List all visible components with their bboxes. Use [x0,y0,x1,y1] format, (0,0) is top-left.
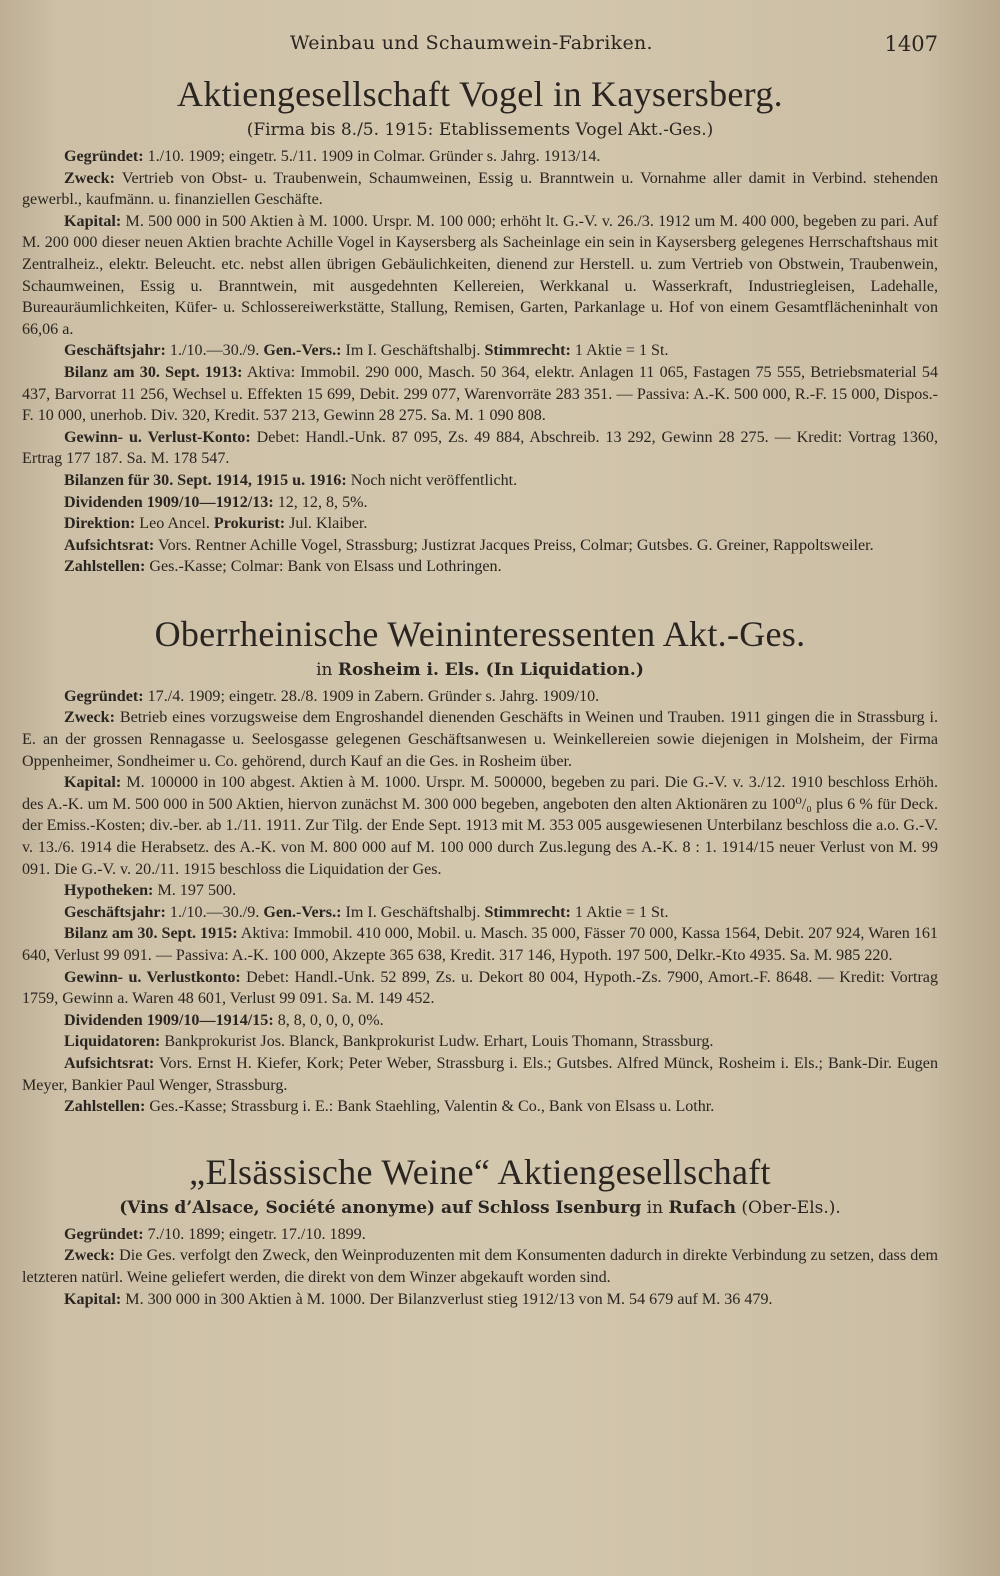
paragraph-text: 7./10. 1899; eingetr. 17./10. 1899. [143,1225,366,1243]
paragraph-zahlstellen [22,556,938,578]
running-head-title: Weinbau und Schaumwein-Fabriken. [290,32,653,54]
paragraph-label: Dividenden 1909/10—1914/15: [64,1011,274,1029]
paragraph-aufsichtsrat [22,535,938,557]
running-head [22,28,938,64]
paragraph-text: Debet: Handl.-Unk. 87 095, Zs. 49 884, Abschreib. 13 292, Gewinn 28 275. — Kredit: Vortrag 1360, Ertrag 177 187. Sa. M. 178 547. [22,428,938,468]
paragraph-zweck [22,707,938,772]
paragraph-text: Im I. Geschäftshalbj. [341,903,485,921]
paragraph-text: 1 Aktie = 1 St. [570,903,669,921]
paragraph-dividenden [22,492,938,514]
paragraph-text: Bankprokurist Jos. Blanck, Bankprokurist Ludw. Erhart, Louis Thomann, Strassburg. [160,1033,714,1051]
section-heading: Aktiengesellschaft Vogel in Kaysersberg. [177,74,783,114]
paragraph-kapital [22,1289,938,1311]
paragraph-dividenden [22,1010,938,1032]
paragraph-label: Kapital: [64,1290,122,1308]
paragraph-text: Vertrieb von Obst- u. Traubenwein, Schaumweinen, Essig u. Branntwein u. Vornahme aller damit in Verbind. stehenden gewerbl., kaufmänn. u. finanziellen Geschäfte. [22,169,938,209]
subheading-suffix: (Ober-Els.). [736,1197,841,1218]
section-vogel [22,72,938,578]
paragraph-text: Vors. Rentner Achille Vogel, Strassburg; Justizrat Jacques Preiss, Colmar; Gutsbes. G. Greiner, Rappoltsweiler. [154,536,874,554]
paragraph-kapital [22,211,938,341]
paragraph-text: 12, 12, 8, 5%. [273,493,368,511]
paragraph-label: Zweck: [64,709,115,727]
paragraph-label: Prokurist: [213,515,286,533]
paragraph-text: Im I. Geschäftshalbj. [341,342,485,360]
page-number: 1407 [884,32,938,56]
section-oberrheinische [22,612,938,1118]
paragraph-zahlstellen [22,1096,938,1118]
paragraph-label: Gewinn- u. Verlustkonto: [64,968,241,986]
paragraph-text: M. 197 500. [153,882,237,900]
subheading-location: Rufach [668,1197,736,1218]
paragraph-label: Gewinn- u. Verlust-Konto: [64,428,251,446]
paragraph-label: Zahlstellen: [64,1098,146,1116]
paragraph-gegruendet [22,686,938,708]
paragraph-gegruendet [22,1224,938,1246]
paragraph-aufsichtsrat [22,1053,938,1096]
paragraph-text: Ges.-Kasse; Strassburg i. E.: Bank Staehling, Valentin & Co., Bank von Elsass u. Lothr. [145,1098,715,1116]
paragraph-text: 1./10. 1909; eingetr. 5./11. 1909 in Colmar. Gründer s. Jahrg. 1913/14. [143,148,601,165]
paragraph-gewinn-verlust [22,967,938,1010]
paragraph-label: Geschäftsjahr: [64,903,166,921]
paragraph-label: Gen.-Vers.: [263,903,342,921]
paragraph-bilanz [22,362,938,427]
paragraph-label: Kapital: [64,774,122,792]
paragraph-bilanz [22,923,938,966]
paragraph-text: Vors. Ernst H. Kiefer, Kork; Peter Weber, Strassburg i. Els.; Gutsbes. Alfred Münck, Rosheim i. Els.; Bank-Dir. Eugen Meyer, Bankier Paul Wenger, Strassburg. [22,1054,938,1094]
paragraph-label: Bilanz am 30. Sept. 1913: [64,363,243,381]
paragraph-label: Aufsichtsrat: [64,1054,155,1072]
paragraph-text: Ges.-Kasse; Colmar: Bank von Elsass und Lothringen. [145,558,502,576]
paragraph-text: Die Ges. verfolgt den Zweck, den Weinproduzenten mit dem Konsumenten dadurch in direkte Verbindung zu setzen, dass dem letzteren natürl. Weine geliefert werden, die direkt von dem Winzer abgekauft worden sind. [22,1247,938,1286]
paragraph-text: 8, 8, 0, 0, 0, 0%. [273,1011,384,1029]
paragraph-text: Jul. Klaiber. [285,515,368,533]
paragraph-text: M. 100000 in 100 abgest. Aktien à M. 1000. Urspr. M. 500000, begeben zu pari. Die G.-V. v. 3./12. 1910 beschloss Erhöh. des A.-K. um M. 500 000 in 500 Aktien, hiervon zunächst M. 300 000 begeben, angeboten den alten Aktionären zu 100⁰/₀ plus 6 % für Deck. der Emiss.-Kosten; div.-ber. ab 1./11. 1911. Zur Tilg. der Ende Sept. 1913 mit M. 353 005 ausgewiesenen Unterbilanz beschloss die a.o. G.-V. v. 13./6. 1914 die Herabsetz. des A.-K. von M. 800 000 auf M. 100 000 durch Zus.legung des A.-K. 8 : 1. 1914/15 neuer Verlust von M. 99 091. Die G.-V. v. 20./11. 1915 beschloss die Liquidation der Ges. [22,774,938,878]
paragraph-gegruendet [22,146,938,168]
paragraph-label: Stimmrecht: [484,903,571,921]
paragraph-label: Hypotheken: [64,882,154,900]
subheading-mid: in [641,1197,669,1218]
paragraph-label: Gegründet: [64,148,144,165]
paragraph-label: Geschäftsjahr: [64,342,166,360]
subheading-company: (Vins d’Alsace, Société anonyme) auf Schloss Isenburg [119,1197,642,1218]
paragraph-text: Noch nicht veröffentlicht. [346,471,518,489]
paragraph-gewinn-verlust [22,427,938,470]
paragraph-liquidatoren [22,1031,938,1053]
section-subheading [22,1196,938,1220]
paragraph-geschaeftsjahr [22,902,938,924]
paragraph-text: 1 Aktie = 1 St. [570,342,669,360]
paragraph-zweck [22,168,938,211]
paragraph-label: Bilanzen für 30. Sept. 1914, 1915 u. 1916: [64,471,347,489]
paragraph-label: Dividenden 1909/10—1912/13: [64,493,274,511]
paragraph-text: Betrieb eines vorzugsweise dem Engroshandel dienenden Geschäfts in Weinen und Trauben. 1911 gingen die in Strassburg i. E. an der grossen Rennagasse u. Seelosgasse gelegenen Geschäftsanwesen u. Weinkellereien sowie diejenigen in Molsheim, der Firma Oppenheimer, Sondheimer u. Co. gehörend, durch Kauf an die Ges. in Rosheim über. [22,709,938,770]
paragraph-label: Bilanz am 30. Sept. 1915: [64,925,238,943]
paragraph-label: Zweck: [64,1247,115,1265]
paragraph-text: M. 500 000 in 500 Aktien à M. 1000. Urspr. M. 100 000; erhöht lt. G.-V. v. 26./3. 1912 um M. 400 000, begeben zu pari. Auf M. 200 000 dieser neuen Aktien brachte Achille Vogel in Kaysersberg als Sacheinlage ein sein in Kaysersberg gelegenes Herrschaftshaus mit Zentralheiz., elektr. Beleucht. etc. nebst allen übrigen Gebäulichkeiten, dienend zur Herstell. u. zum Vertrieb von Obstwein, Traubenwein, Schaumweinen, Essig u. Branntwein, mit ausgedehnten Kellereien, Werkkanal u. Wasserkraft, Industriegleisen, Ladehalle, Bureauräumlichkeiten, Küfer- u. Schlossereiwerkstätte, Stallung, Remisen, Garten, Parkanlage u. Hof von einem Gesamtflächeninhalt von 66,06 a. [22,212,938,338]
paragraph-label: Gen.-Vers.: [263,342,342,360]
paragraph-label: Gegründet: [64,1225,144,1243]
paragraph-text: Aktiva: Immobil. 290 000, Masch. 50 364, elektr. Anlagen 11 065, Fastagen 75 555, Betriebsmaterial 54 437, Barvorrat 11 256, Wechsel u. Effekten 15 699, Debit. 299 077, Warenvorräte 283 351. — Passiva: A.-K. 500 000, R.-F. 15 000, Dispos.-F. 10 000, unerhob. Div. 320, Kredit. 537 213, Gewinn 28 275. Sa. M. 1 090 808. [22,363,938,425]
paragraph-hypotheken [22,880,938,902]
paragraph-label: Zweck: [64,169,115,187]
section-elsaessische-weine [22,1150,938,1310]
paragraph-direktion [22,513,938,535]
paragraph-text: M. 300 000 in 300 Aktien à M. 1000. Der Bilanzverlust stieg 1912/13 von M. 54 679 auf M. 36 479. [121,1290,773,1308]
paragraph-label: Aufsichtsrat: [64,536,155,554]
subheading-location: Rosheim i. Els. (In Liquidation.) [337,659,644,680]
section-heading: „Elsässische Weine“ Aktiengesellschaft [189,1151,771,1192]
paragraph-text: 1./10.—30./9. [165,903,264,921]
section-subheading [22,658,938,682]
paragraph-label: Zahlstellen: [64,558,146,576]
paragraph-text: Aktiva: Immobil. 410 000, Mobil. u. Masch. 35 000, Fässer 70 000, Kassa 1564, Debit. 207 924, Waren 161 640, Verlust 99 091. — Passiva: A.-K. 100 000, Akzepte 365 638, Kredit. 317 146, Hypoth. 197 500, Delkr.-Kto 4935. Sa. M. 985 220. [22,925,938,964]
paragraph-label: Liquidatoren: [64,1033,161,1051]
section-subheading: (Firma bis 8./5. 1915: Etablissements Vogel Akt.-Ges.) [246,120,714,140]
section-heading: Oberrheinische Weininteressenten Akt.-Ges. [154,613,806,654]
paragraph-text: 17./4. 1909; eingetr. 28./8. 1909 in Zabern. Gründer s. Jahrg. 1909/10. [143,687,600,705]
paragraph-text: 1./10.—30./9. [165,342,264,360]
paragraph-zweck [22,1245,938,1288]
paragraph-kapital [22,772,938,880]
paragraph-text: Debet: Handl.-Unk. 52 899, Zs. u. Dekort 80 004, Hypoth.-Zs. 7900, Amort.-F. 8648. — Kredit: Vortrag 1759, Gewinn a. Waren 48 601, Verlust 99 091. Sa. M. 149 452. [22,968,938,1008]
paragraph-geschaeftsjahr [22,340,938,362]
paragraph-label: Gegründet: [64,687,144,705]
subheading-prefix: in [316,659,338,680]
paragraph-text: Leo Ancel. [135,515,214,533]
paragraph-bilanzen [22,470,938,492]
paragraph-label: Direktion: [64,515,136,533]
paragraph-label: Stimmrecht: [484,342,571,360]
paragraph-label: Kapital: [64,212,122,230]
